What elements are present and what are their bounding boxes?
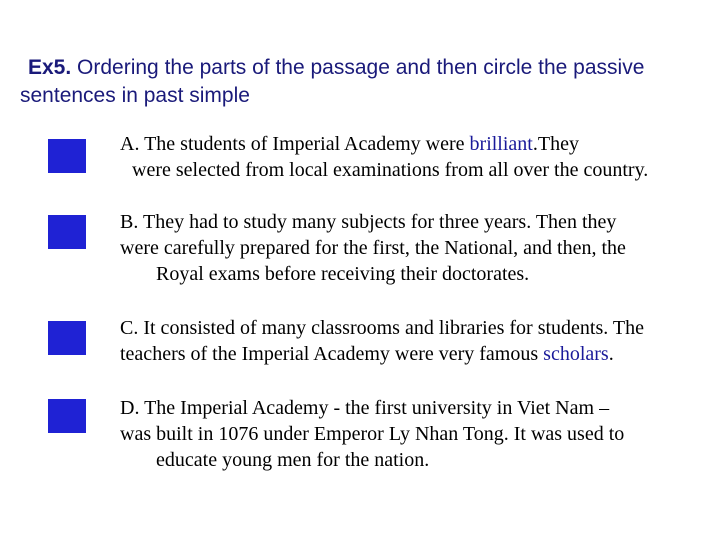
part-d-line3: educate young men for the nation.	[156, 449, 430, 471]
part-a-line2: were selected from local examinations from all over the country.	[132, 159, 649, 181]
part-c-line1: It consisted of many classrooms and libraries for students. The	[138, 317, 644, 339]
passage-part-c	[120, 315, 710, 367]
exercise-instruction-line1: Ordering the parts of the passage and then circle the passive	[71, 56, 645, 79]
answer-box-c[interactable]	[48, 321, 86, 355]
part-b-line2: were carefully prepared for the first, the National, and then, the	[120, 237, 626, 259]
answer-box-b[interactable]	[48, 215, 86, 249]
part-c-line2-end: .	[608, 343, 614, 365]
exercise-instruction-line2: sentences in past simple	[20, 84, 250, 107]
part-letter-c: C.	[120, 317, 139, 339]
part-b-line3: Royal exams before receiving their doctorates.	[156, 263, 530, 285]
part-d-line1: The Imperial Academy - the first university in Viet Nam –	[139, 397, 610, 419]
part-d-line2: was built in 1076 under Emperor Ly Nhan Tong. It was used to	[120, 423, 625, 445]
exercise-title	[20, 54, 700, 110]
answer-box-d[interactable]	[48, 399, 86, 433]
highlighted-word-scholars: scholars	[543, 343, 609, 365]
passage-part-b	[120, 209, 710, 287]
answer-box-a[interactable]	[48, 139, 86, 173]
part-letter-d: D.	[120, 397, 140, 419]
part-c-line2-text: teachers of the Imperial Academy were very famous	[120, 343, 544, 365]
passage-part-a	[120, 131, 710, 183]
passage-part-d	[120, 395, 710, 473]
part-letter-b: B.	[120, 211, 139, 233]
part-letter-a: A.	[120, 133, 140, 155]
highlighted-word-brilliant: brilliant	[469, 133, 533, 155]
exercise-label: Ex5.	[28, 56, 72, 79]
part-a-line1-text: The students of Imperial Academy were	[139, 133, 470, 155]
part-a-line1-end: .They	[532, 133, 579, 155]
part-b-line1: They had to study many subjects for three years. Then they	[138, 211, 617, 233]
